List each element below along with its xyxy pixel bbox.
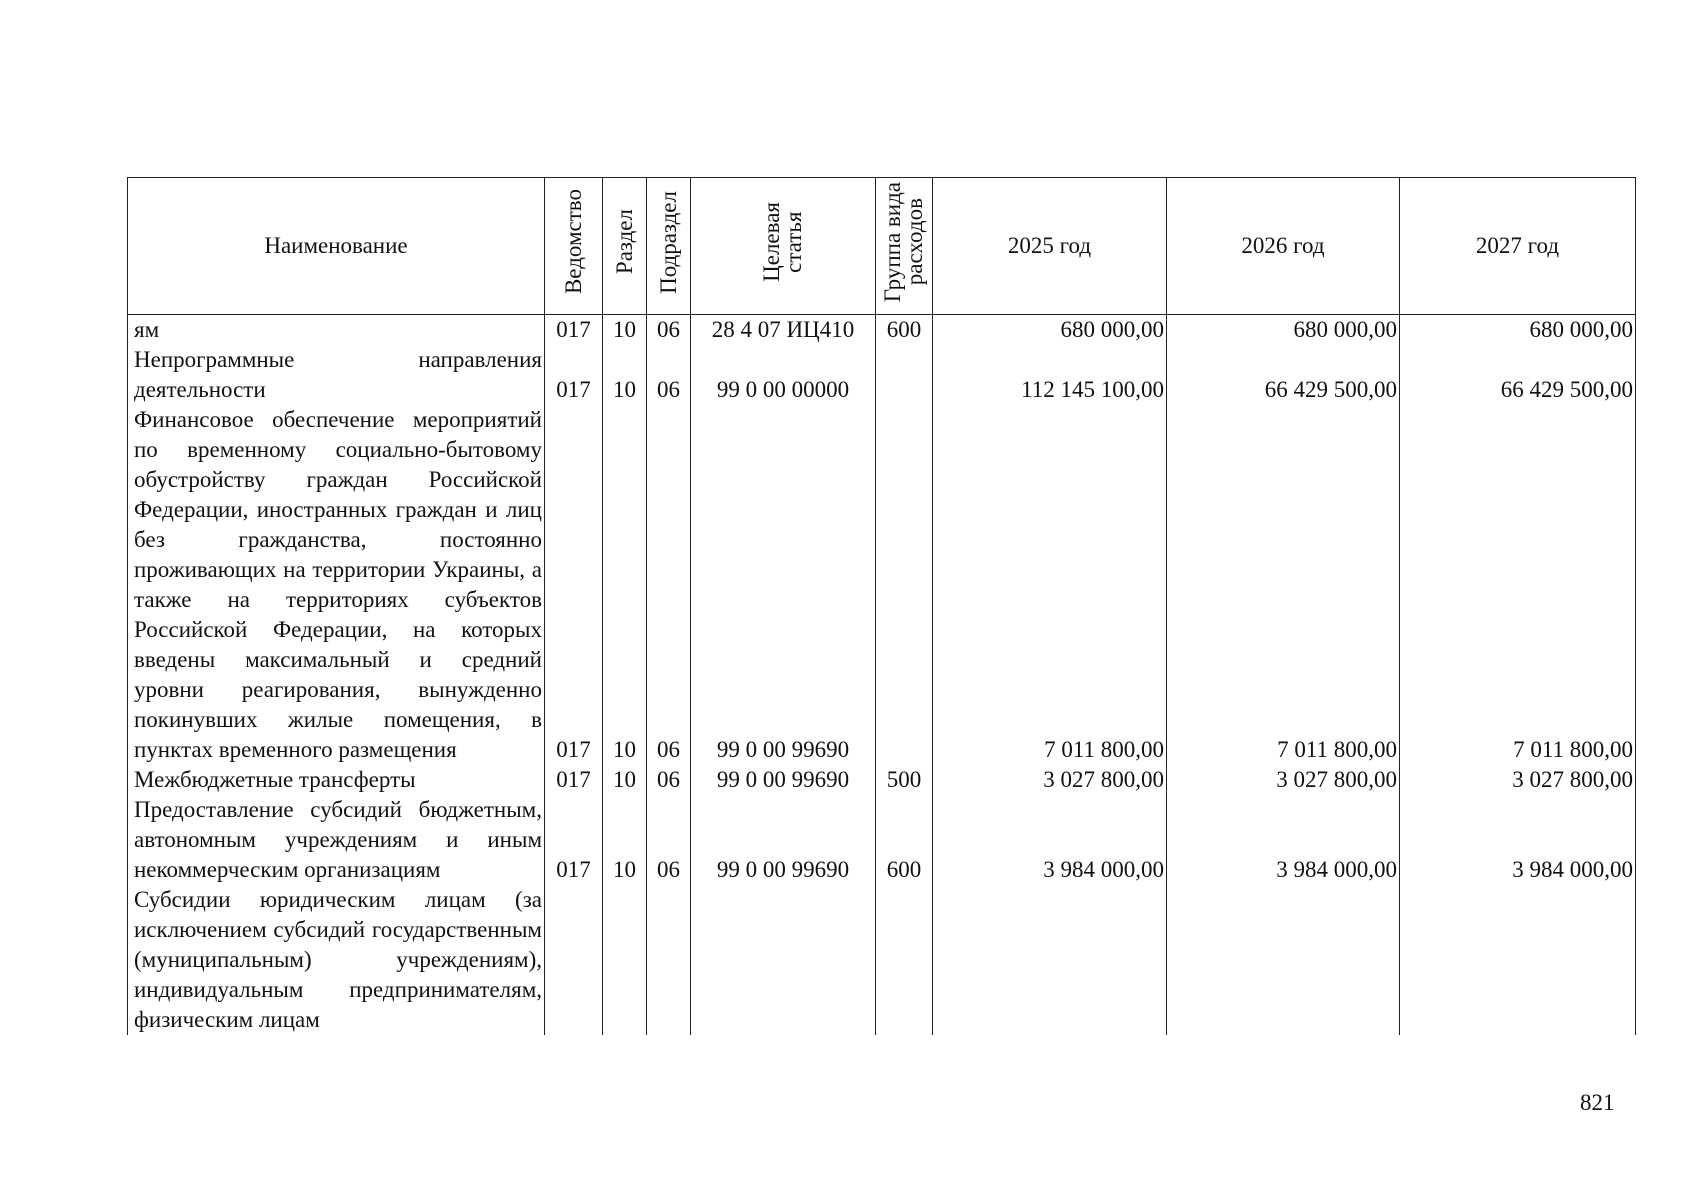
row-amount-2025: 7 011 800,00 xyxy=(933,405,1167,765)
row-target-article: 28 4 07 ИЦ410 xyxy=(691,315,876,346)
row-name: Предоставление субсидий бюджетным, автономным учреждениям и иным некоммерческим организациям xyxy=(128,795,545,885)
page-number: 821 xyxy=(1580,1090,1615,1115)
header-expense-group: Группа вида расходов xyxy=(876,178,933,315)
table-row xyxy=(128,795,1636,885)
header-department: Ведомство xyxy=(545,178,603,315)
row-expense-group: 600 xyxy=(876,795,933,885)
row-department xyxy=(545,885,603,1035)
row-name: ям xyxy=(128,315,545,346)
row-section: 10 xyxy=(603,795,647,885)
table-row xyxy=(128,315,1636,346)
row-section: 10 xyxy=(603,765,647,795)
row-amount-2027 xyxy=(1400,885,1636,1035)
header-target-article: Целевая статья xyxy=(691,178,876,315)
row-amount-2026: 3 984 000,00 xyxy=(1167,795,1400,885)
row-amount-2027: 3 984 000,00 xyxy=(1400,795,1636,885)
row-target-article: 99 0 00 99690 xyxy=(691,405,876,765)
row-name: Межбюджетные трансферты xyxy=(128,765,545,795)
row-expense-group xyxy=(876,405,933,765)
budget-table xyxy=(127,177,1636,1035)
row-amount-2026: 66 429 500,00 xyxy=(1167,345,1400,405)
row-amount-2025: 680 000,00 xyxy=(933,315,1167,346)
row-department: 017 xyxy=(545,765,603,795)
row-name: Субсидии юридическим лицам (за исключением субсидий государственным (муниципальным) учреждениям), индивидуальным предпринимателям, физическим лицам xyxy=(128,885,545,1035)
row-amount-2026: 680 000,00 xyxy=(1167,315,1400,346)
row-amount-2025: 112 145 100,00 xyxy=(933,345,1167,405)
row-amount-2026 xyxy=(1167,885,1400,1035)
row-name: Финансовое обеспечение мероприятий по временному социально-бытовому обустройству граждан Российской Федерации, иностранных граждан и лиц без гражданства, постоянно проживающих на территории Украины, а также на территориях субъектов Российской Федерации, на которых введены максимальный и средний уровни реагирования, вынужденно покинувших жилые помещения, в пунктах временного размещения xyxy=(128,405,545,765)
row-section xyxy=(603,885,647,1035)
row-target-article: 99 0 00 99690 xyxy=(691,795,876,885)
header-name: Наименование xyxy=(128,178,545,315)
header-row xyxy=(128,178,1636,315)
header-section: Раздел xyxy=(603,178,647,315)
row-amount-2027: 680 000,00 xyxy=(1400,315,1636,346)
row-department: 017 xyxy=(545,405,603,765)
row-expense-group: 600 xyxy=(876,315,933,346)
row-subsection: 06 xyxy=(647,795,691,885)
row-amount-2026: 3 027 800,00 xyxy=(1167,765,1400,795)
row-expense-group xyxy=(876,885,933,1035)
header-year-2025: 2025 год xyxy=(933,178,1167,315)
row-target-article: 99 0 00 99690 xyxy=(691,765,876,795)
row-amount-2025 xyxy=(933,885,1167,1035)
row-subsection: 06 xyxy=(647,405,691,765)
row-amount-2026: 7 011 800,00 xyxy=(1167,405,1400,765)
row-subsection: 06 xyxy=(647,315,691,346)
row-section: 10 xyxy=(603,315,647,346)
row-target-article: 99 0 00 00000 xyxy=(691,345,876,405)
row-subsection: 06 xyxy=(647,345,691,405)
row-amount-2027: 7 011 800,00 xyxy=(1400,405,1636,765)
table-row xyxy=(128,345,1636,405)
row-amount-2027: 66 429 500,00 xyxy=(1400,345,1636,405)
row-name: Непрограммные направления деятельности xyxy=(128,345,545,405)
header-subsection: Подраздел xyxy=(647,178,691,315)
row-target-article xyxy=(691,885,876,1035)
row-section: 10 xyxy=(603,345,647,405)
row-expense-group xyxy=(876,345,933,405)
header-year-2027: 2027 год xyxy=(1400,178,1636,315)
row-department: 017 xyxy=(545,795,603,885)
row-expense-group: 500 xyxy=(876,765,933,795)
row-subsection: 06 xyxy=(647,765,691,795)
row-section: 10 xyxy=(603,405,647,765)
row-department: 017 xyxy=(545,345,603,405)
table-row xyxy=(128,405,1636,765)
row-amount-2027: 3 027 800,00 xyxy=(1400,765,1636,795)
row-subsection xyxy=(647,885,691,1035)
row-amount-2025: 3 027 800,00 xyxy=(933,765,1167,795)
table-row xyxy=(128,765,1636,795)
header-year-2026: 2026 год xyxy=(1167,178,1400,315)
row-department: 017 xyxy=(545,315,603,346)
table-row xyxy=(128,885,1636,1035)
row-amount-2025: 3 984 000,00 xyxy=(933,795,1167,885)
